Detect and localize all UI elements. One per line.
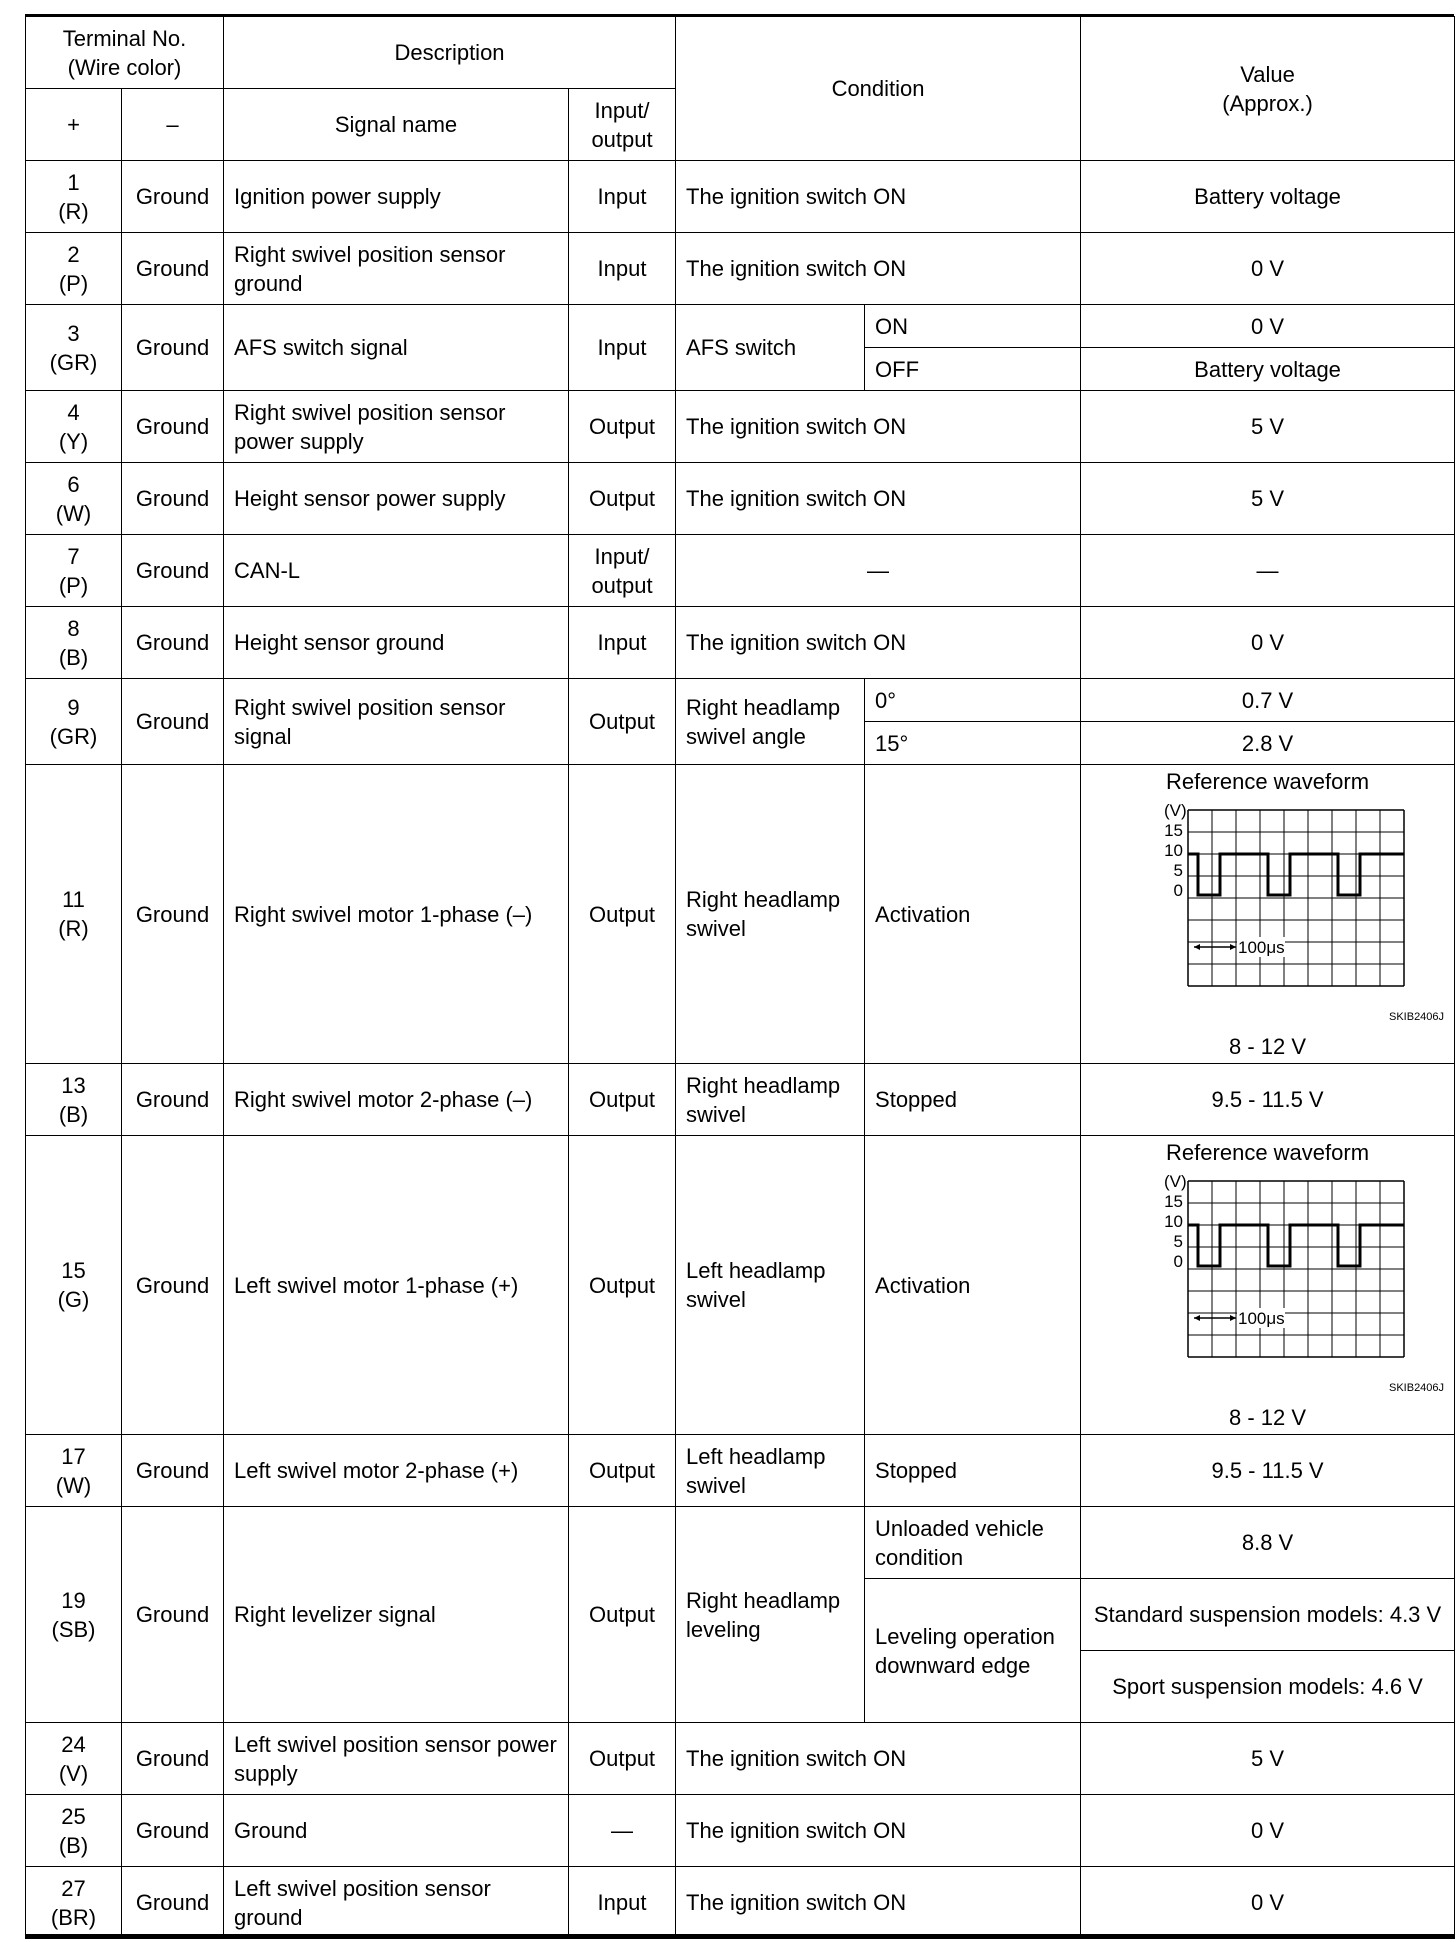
terminal-number: 17 [61,1443,86,1469]
terminal-cell [26,1507,122,1723]
signal-name-cell: CAN-L [224,535,569,607]
terminal-cell [26,535,122,607]
waveform-y-tick: 0 [1173,881,1183,900]
input-output-header: Input/ output [569,89,676,161]
input-output-cell: Output [569,679,676,765]
signal-name-cell: Left swivel motor 2-phase (+) [224,1435,569,1507]
ground-cell: Ground [122,1435,224,1507]
terminal-cell [26,765,122,1064]
wire-color: (V) [58,1760,89,1786]
condition-cell: The ignition switch ON [676,161,1081,233]
terminal-cell [26,1064,122,1136]
waveform-y-unit: (V) [1163,801,1187,820]
terminal-cell [26,607,122,679]
wire-color: (BR) [50,1904,97,1930]
condition-cell: The ignition switch ON [676,463,1081,535]
signal-name-cell: Right swivel motor 1-phase (–) [224,765,569,1064]
signal-name-cell: Right swivel position sensor ground [224,233,569,305]
signal-name-cell: Right swivel motor 2-phase (–) [224,1064,569,1136]
condition-state-cell: Activation [865,765,1081,1064]
condition-cell: Left headlamp swivel [676,1136,865,1435]
condition-cell: Right headlamp swivel angle [676,679,865,765]
value-cell: 0.7 V [1081,679,1455,722]
terminal-no-label: Terminal No. [62,25,187,51]
ground-cell: Ground [122,161,224,233]
ground-cell: Ground [122,1064,224,1136]
terminal-number: 7 [67,543,80,569]
waveform-time-label: 100μs [1237,938,1285,957]
ground-cell: Ground [122,1507,224,1723]
terminal-spec-table [25,16,1455,1939]
waveform-time-label: 100μs [1237,1309,1285,1328]
signal-name-cell: Left swivel position sensor power supply [224,1723,569,1795]
condition-state-cell: Activation [865,1136,1081,1435]
condition-cell: The ignition switch ON [676,391,1081,463]
table-row [26,535,1455,607]
table-row [26,463,1455,535]
waveform-y-tick: 5 [1173,1232,1183,1251]
input-output-cell: Input/ output [569,535,676,607]
wire-color: (W) [55,500,92,526]
condition-state-cell: Stopped [865,1064,1081,1136]
figure-code: SKIB2406J [1389,1382,1445,1394]
waveform-value: 8 - 12 V [1229,1405,1307,1430]
wire-color: (W) [55,1472,92,1498]
terminal-number: 4 [67,399,80,425]
value-header [1081,17,1455,161]
condition-state-cell: Stopped [865,1435,1081,1507]
table-row [26,679,1455,722]
table-row [26,765,1455,1064]
condition-state-cell: 15° [865,722,1081,765]
waveform-y-tick: 0 [1173,1252,1183,1271]
wire-color: (P) [58,270,89,296]
signal-name-cell: Left swivel motor 1-phase (+) [224,1136,569,1435]
minus-header: – [122,89,224,161]
input-output-cell: Input [569,607,676,679]
wire-color-label: (Wire color) [67,54,182,80]
waveform-y-unit: (V) [1163,1172,1187,1191]
condition-state-cell: 0° [865,679,1081,722]
wire-color: (G) [57,1287,90,1312]
value-approx-label: (Approx.) [1222,90,1313,116]
plus-header: + [26,89,122,161]
table-row [26,1507,1455,1579]
table-row [26,233,1455,305]
condition-cell: AFS switch [676,305,865,391]
input-output-cell: Input [569,161,676,233]
value-cell: 0 V [1081,233,1455,305]
signal-name-cell: Ignition power supply [224,161,569,233]
condition-cell: The ignition switch ON [676,607,1081,679]
signal-name-cell: Right swivel position sensor signal [224,679,569,765]
input-output-cell: Output [569,1064,676,1136]
ground-cell: Ground [122,1795,224,1867]
table-body [26,161,1455,1939]
ground-cell: Ground [122,535,224,607]
signal-name-cell: AFS switch signal [224,305,569,391]
signal-name-cell: Height sensor ground [224,607,569,679]
wire-color: (GR) [49,349,98,375]
waveform-y-tick: 10 [1163,841,1183,860]
terminal-number: 27 [61,1875,86,1901]
value-cell: 0 V [1081,1795,1455,1867]
input-output-cell: Input [569,233,676,305]
ground-cell: Ground [122,305,224,391]
waveform-trace [1188,854,1404,895]
table-row [26,305,1455,348]
table-bottom-rule [25,1934,1454,1938]
condition-cell: Right headlamp leveling [676,1507,865,1723]
value-label: Value [1240,61,1295,87]
signal-name-cell: Height sensor power supply [224,463,569,535]
value-cell: 2.8 V [1081,722,1455,765]
ground-cell: Ground [122,391,224,463]
terminal-number: 13 [61,1072,86,1098]
terminal-cell [26,1136,122,1435]
condition-state-cell: OFF [865,348,1081,391]
terminal-header [26,17,224,89]
ground-cell: Ground [122,607,224,679]
value-cell: — [1081,535,1455,607]
value-cell: 0 V [1081,1867,1455,1939]
table-row [26,1136,1455,1435]
input-output-cell: — [569,1795,676,1867]
table-row [26,607,1455,679]
waveform-title: Reference waveform [1166,1140,1370,1165]
waveform-title: Reference waveform [1166,769,1370,794]
value-cell: 0 V [1081,305,1455,348]
table-row [26,1795,1455,1867]
table-row [26,1064,1455,1136]
waveform-trace [1188,1225,1404,1266]
figure-code: SKIB2406J [1389,1011,1445,1023]
table-row [26,1867,1455,1939]
reference-waveform-graph [1128,800,1408,1000]
condition-cell: The ignition switch ON [676,233,1081,305]
terminal-number: 19 [61,1587,86,1613]
wire-color: (R) [58,916,89,941]
condition-cell: Left headlamp swivel [676,1435,865,1507]
input-output-cell: Input [569,1867,676,1939]
waveform-y-tick: 10 [1163,1212,1183,1231]
terminal-cell [26,679,122,765]
value-cell: 5 V [1081,1723,1455,1795]
terminal-cell [26,161,122,233]
input-output-cell: Output [569,765,676,1064]
waveform-value-cell [1081,765,1455,1064]
condition-state-cell: Unloaded vehicle condition [865,1507,1081,1579]
waveform-arrow-right [1230,944,1236,950]
input-output-cell: Output [569,1136,676,1435]
input-output-cell: Output [569,463,676,535]
description-header: Description [224,17,676,89]
terminal-cell [26,233,122,305]
input-output-cell: Output [569,1435,676,1507]
terminal-cell [26,305,122,391]
ground-cell: Ground [122,1723,224,1795]
terminal-number: 3 [67,320,80,346]
ground-cell: Ground [122,233,224,305]
table-row [26,1723,1455,1795]
terminal-number: 25 [61,1803,86,1829]
terminal-number: 2 [67,241,80,267]
signal-name-cell: Ground [224,1795,569,1867]
input-output-cell: Output [569,1507,676,1723]
input-output-cell: Output [569,391,676,463]
waveform-y-tick: 15 [1163,1192,1183,1211]
value-cell: Battery voltage [1081,348,1455,391]
waveform-y-tick: 5 [1173,861,1183,880]
table-row [26,391,1455,463]
signal-name-cell: Right levelizer signal [224,1507,569,1723]
condition-state-cell: Leveling operation downward edge [865,1579,1081,1723]
reference-waveform-graph [1128,1171,1408,1371]
terminal-number: 24 [61,1731,86,1757]
waveform-arrow-left [1194,1315,1200,1321]
wire-color: (B) [58,1832,89,1858]
wire-color: (B) [58,1101,89,1127]
condition-header: Condition [676,17,1081,161]
wire-color: (SB) [51,1616,96,1642]
wire-color: (R) [58,198,89,224]
terminal-cell [26,1795,122,1867]
value-cell: Sport suspension models: 4.6 V [1081,1651,1455,1723]
value-cell: 8.8 V [1081,1507,1455,1579]
ground-cell: Ground [122,679,224,765]
value-cell: 5 V [1081,391,1455,463]
terminal-number: 9 [67,694,80,720]
condition-cell: — [676,535,1081,607]
terminal-number: 15 [61,1258,86,1283]
waveform-value-cell [1081,1136,1455,1435]
waveform-y-tick: 15 [1163,821,1183,840]
waveform-grid [1188,1181,1404,1357]
waveform-arrow-right [1230,1315,1236,1321]
signal-name-cell: Right swivel position sensor power supply [224,391,569,463]
value-cell: 0 V [1081,607,1455,679]
value-cell: 9.5 - 11.5 V [1081,1435,1455,1507]
table-row [26,1435,1455,1507]
signal-name-cell: Left swivel position sensor ground [224,1867,569,1939]
value-cell: 5 V [1081,463,1455,535]
terminal-cell [26,1867,122,1939]
terminal-cell [26,1723,122,1795]
input-output-cell: Output [569,1723,676,1795]
terminal-cell [26,1435,122,1507]
wire-color: (GR) [49,723,98,749]
ground-cell: Ground [122,1867,224,1939]
terminal-cell [26,391,122,463]
waveform-grid [1188,810,1404,986]
condition-cell: The ignition switch ON [676,1867,1081,1939]
terminal-number: 8 [67,615,80,641]
table-row [26,161,1455,233]
terminal-cell [26,463,122,535]
ground-cell: Ground [122,463,224,535]
terminal-number: 1 [67,169,80,195]
value-cell: Battery voltage [1081,161,1455,233]
condition-cell: Right headlamp swivel [676,765,865,1064]
wire-color: (P) [58,572,89,598]
ground-cell: Ground [122,765,224,1064]
ground-cell: Ground [122,1136,224,1435]
condition-cell: The ignition switch ON [676,1795,1081,1867]
condition-cell: The ignition switch ON [676,1723,1081,1795]
condition-cell: Right headlamp swivel [676,1064,865,1136]
terminal-number: 6 [67,471,80,497]
terminal-number: 11 [62,887,85,912]
condition-state-cell: ON [865,305,1081,348]
waveform-arrow-left [1194,944,1200,950]
wire-color: (Y) [58,428,89,454]
waveform-value: 8 - 12 V [1229,1034,1307,1059]
input-output-cell: Input [569,305,676,391]
value-cell: 9.5 - 11.5 V [1081,1064,1455,1136]
value-cell: Standard suspension models: 4.3 V [1081,1579,1455,1651]
signal-name-header: Signal name [224,89,569,161]
wire-color: (B) [58,644,89,670]
